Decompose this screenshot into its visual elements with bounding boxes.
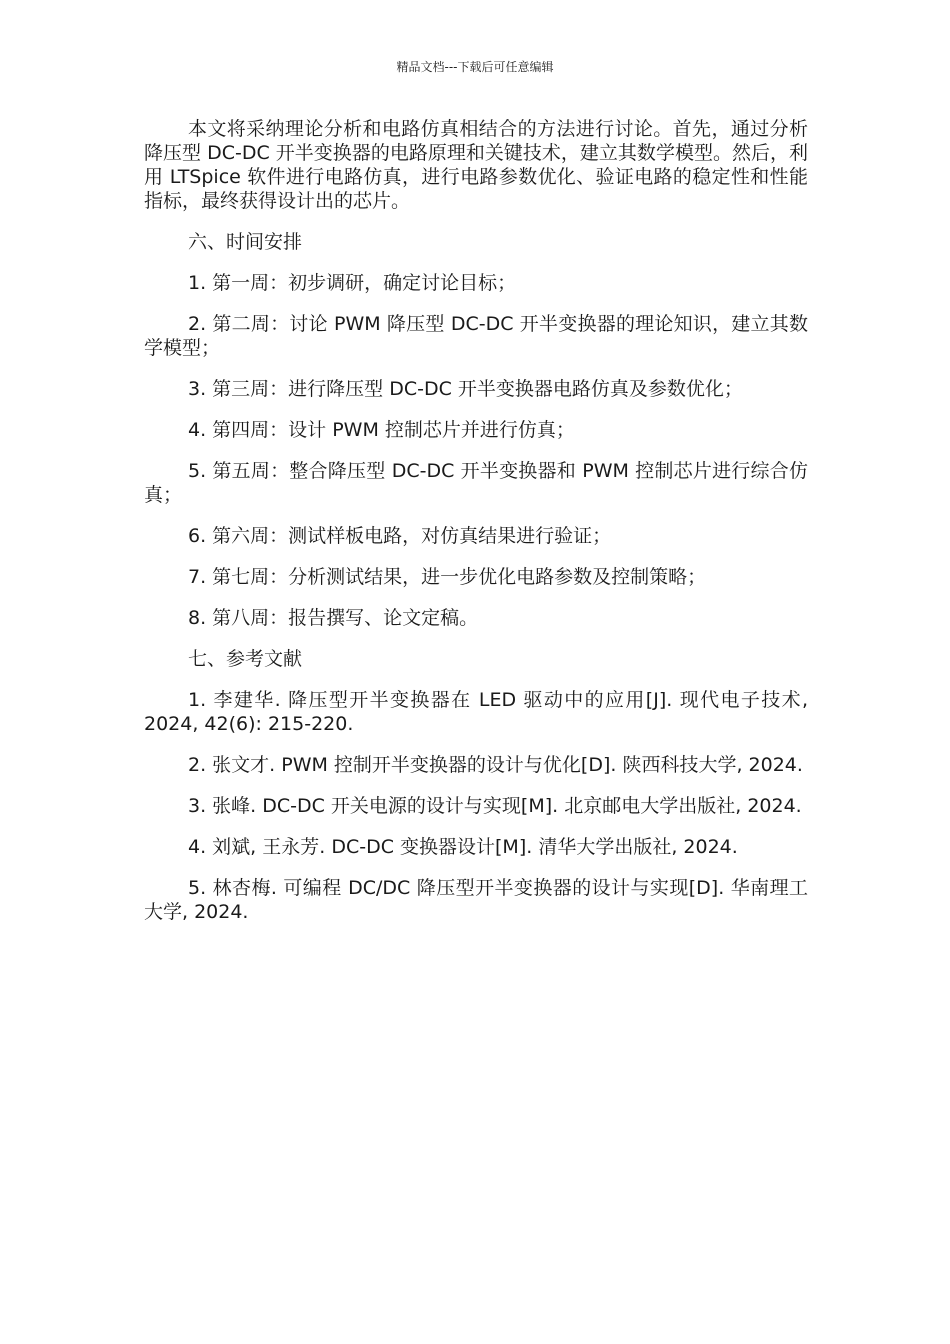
reference-item: 4. 刘斌, 王永芳. DC-DC 变换器设计[M]. 清华大学出版社, 2024.: [188, 836, 738, 858]
document-body: [144, 117, 808, 941]
references-heading: 七、参考文献: [188, 648, 303, 670]
page-header: 精品文档---下载后可任意编辑: [396, 60, 554, 74]
schedule-item: 7. 第七周：分析测试结果，进一步优化电路参数及控制策略；: [188, 566, 707, 588]
schedule-item: 4. 第四周：设计 PWM 控制芯片并进行仿真；: [188, 419, 575, 441]
reference-item: 5. 林杏梅. 可编程 DC/DC 降压型开半变换器的设计与实现[D]. 华南理工大学, 2024.: [144, 877, 808, 923]
reference-item: 3. 张峰. DC-DC 开关电源的设计与实现[M]. 北京邮电大学出版社, 2024.: [188, 795, 802, 817]
schedule-item: 5. 第五周：整合降压型 DC-DC 开半变换器和 PWM 控制芯片进行综合仿真；: [144, 460, 808, 506]
intro-paragraph: 本文将采纳理论分析和电路仿真相结合的方法进行讨论。首先，通过分析降压型 DC-DC 开半变换器的电路原理和关键技术，建立其数学模型。然后，利用 LTSpice 软件进行电路仿真，进行电路参数优化、验证电路的稳定性和性能指标，最终获得设计出的芯片。: [144, 118, 808, 212]
schedule-item: 6. 第六周：测试样板电路，对仿真结果进行验证；: [188, 525, 612, 547]
reference-item: 2. 张文才. PWM 控制开半变换器的设计与优化[D]. 陕西科技大学, 2024.: [188, 754, 803, 776]
reference-item: 1. 李建华. 降压型开半变换器在 LED 驱动中的应用[J]. 现代电子技术, 2024, 42(6): 215-220.: [144, 689, 808, 735]
schedule-item: 1. 第一周：初步调研，确定讨论目标；: [188, 272, 517, 294]
schedule-heading: 六、时间安排: [188, 231, 303, 253]
schedule-item: 3. 第三周：进行降压型 DC-DC 开半变换器电路仿真及参数优化；: [188, 378, 743, 400]
schedule-item: 2. 第二周：讨论 PWM 降压型 DC-DC 开半变换器的理论知识，建立其数学模型；: [144, 313, 808, 359]
schedule-item: 8. 第八周：报告撰写、论文定稿。: [188, 607, 479, 629]
